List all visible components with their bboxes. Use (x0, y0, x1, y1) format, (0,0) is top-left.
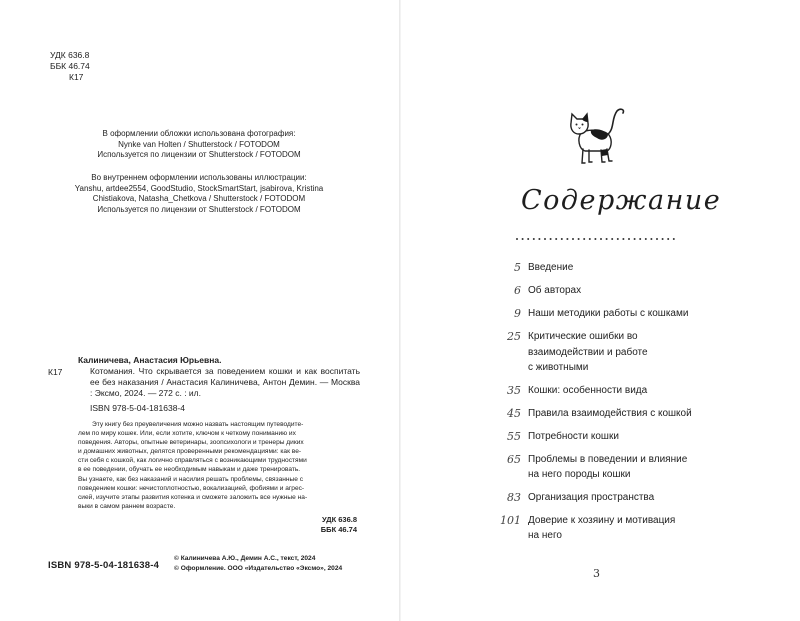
toc-entry-title: Доверие к хозяину и мотивация (528, 514, 676, 526)
annotation-line: поведением кошки: нечистоплотностью, вокализацией, фобиями и агрес- (78, 484, 305, 492)
annotation-line: лем по миру кошек. Или, если хотите, ключом к четкому пониманию их (78, 430, 296, 438)
toc-entry[interactable] (497, 383, 727, 399)
toc-entry-title: Правила взаимодействия с кошкой (528, 407, 692, 419)
annotation-line: выки в самом раннем возрасте. (78, 502, 176, 510)
toc-page-number: 6 (514, 284, 521, 297)
toc-entry-title: Кошки: особенности вида (528, 384, 648, 396)
credit-line: Используется по лицензии от Shutterstock / FOTODOM (97, 204, 301, 214)
toc-entry[interactable] (497, 283, 727, 299)
bib-description: Котомания. Что скрывается за поведением кошки и как воспитать ее без наказания / Анастасия Калиничева, Антон Демин. — Москва : Эксмо, 2024. — 272 с. : ил. (90, 366, 360, 398)
annotation-line: и домашних животных, делятся проверенными рекомендациями: как ве- (78, 448, 302, 456)
annotation-line: поведения. Авторы, опытные ветеринары, зоопсихологи и тренеры диких (78, 439, 304, 447)
bibliographic-record (78, 355, 360, 414)
annotation-line: сией, изучите этапы развития котенка и сможете заложить все нужные на- (78, 493, 308, 501)
cat-illustration-icon (563, 105, 629, 169)
toc-entry-title: Критические ошибки во (528, 331, 638, 342)
toc-entry-title: Потребности кошки (528, 430, 619, 442)
toc-entry-title: Проблемы в поведении и влияние (528, 453, 688, 465)
toc-entry[interactable] (497, 406, 727, 422)
toc-page-number: 35 (507, 383, 521, 397)
imprint-page (0, 0, 399, 621)
toc-page-number: 25 (507, 330, 521, 343)
inner-credits (40, 173, 358, 215)
toc-entry-title-continued: на него (528, 530, 562, 541)
annotation-line: сти себя с кошкой, как логично справляться с возникающими трудностями (78, 457, 307, 465)
credit-line: Используется по лицензии от Shutterstock / FOTODOM (97, 150, 301, 160)
annotation-line: Эту книгу без преувеличения можно назвать настоящим путеводите- (92, 421, 304, 428)
copyright-line: © Оформление. ООО «Издательство «Эксмо», 2024 (174, 564, 343, 572)
copyright-block (174, 554, 342, 574)
toc-entry-title-continued: с животными (528, 362, 589, 373)
page-number: 3 (593, 567, 600, 580)
toc-page-number: 55 (507, 429, 521, 443)
toc-entry[interactable] (497, 490, 727, 506)
toc-entry[interactable] (497, 306, 727, 322)
credit-line: Во внутреннем оформлении использованы иллюстрации: (91, 173, 307, 182)
udk-code: УДК 636.8 (321, 515, 357, 524)
classification-codes (50, 50, 90, 83)
copyright-line: © Калиничева А.Ю., Демин А.С., текст, 2024 (174, 555, 316, 562)
toc-entry[interactable] (497, 452, 727, 483)
toc-entry[interactable] (497, 429, 727, 445)
udk-code: УДК 636.8 (50, 50, 90, 60)
credit-line: Nynke van Holten / Shutterstock / FOTODOM (118, 139, 280, 149)
bottom-classification-codes (321, 515, 357, 534)
isbn: ISBN 978-5-04-181638-4 (48, 560, 160, 571)
toc-page-number: 9 (514, 307, 521, 320)
toc-entry-title: Организация пространства (528, 491, 655, 503)
table-of-contents (497, 260, 727, 551)
toc-page-number: 45 (507, 406, 521, 420)
k-code: К17 (69, 72, 84, 82)
dotted-divider (515, 236, 677, 242)
toc-entry[interactable] (497, 260, 727, 276)
bib-isbn: ISBN 978-5-04-181638-4 (90, 403, 185, 413)
annotation (78, 420, 361, 511)
bib-k-code: К17 (48, 367, 63, 377)
toc-entry-title-continued: взаимодействии и работе (528, 346, 648, 358)
contents-page (401, 0, 800, 621)
annotation-line: Вы узнаете, как без наказаний и насилия решать проблемы, связанные с (78, 475, 304, 483)
cover-credits (40, 129, 358, 161)
toc-entry[interactable] (497, 513, 727, 544)
toc-page-number: 65 (507, 452, 521, 466)
annotation-line: в ее поведении, обучать ее необходимым навыкам и даже тренировать. (78, 466, 301, 474)
credit-line: Chistiakova, Natasha_Chetkova / Shutterstock / FOTODOM (92, 194, 306, 204)
toc-page-number: 5 (514, 261, 521, 274)
credit-line: Yanshu, artdee2554, GoodStudio, StockSmartStart, jsabirova, Kristina (74, 183, 324, 193)
toc-entry[interactable] (497, 329, 727, 376)
toc-entry-title: Наши методики работы с кошками (528, 308, 689, 319)
toc-page-number: 101 (500, 513, 521, 527)
toc-page-number: 83 (507, 490, 521, 504)
bib-author: Калиничева, Анастасия Юрьевна. (78, 355, 222, 365)
toc-title: Содержание (521, 185, 722, 216)
bbk-code: ББК 46.74 (320, 524, 357, 534)
bbk-code: ББК 46.74 (50, 61, 90, 71)
toc-entry-title: Введение (528, 262, 574, 273)
credit-line: В оформлении обложки использована фотография: (102, 129, 296, 138)
toc-entry-title: Об авторах (528, 285, 582, 296)
toc-entry-title-continued: на него породы кошки (528, 469, 631, 480)
